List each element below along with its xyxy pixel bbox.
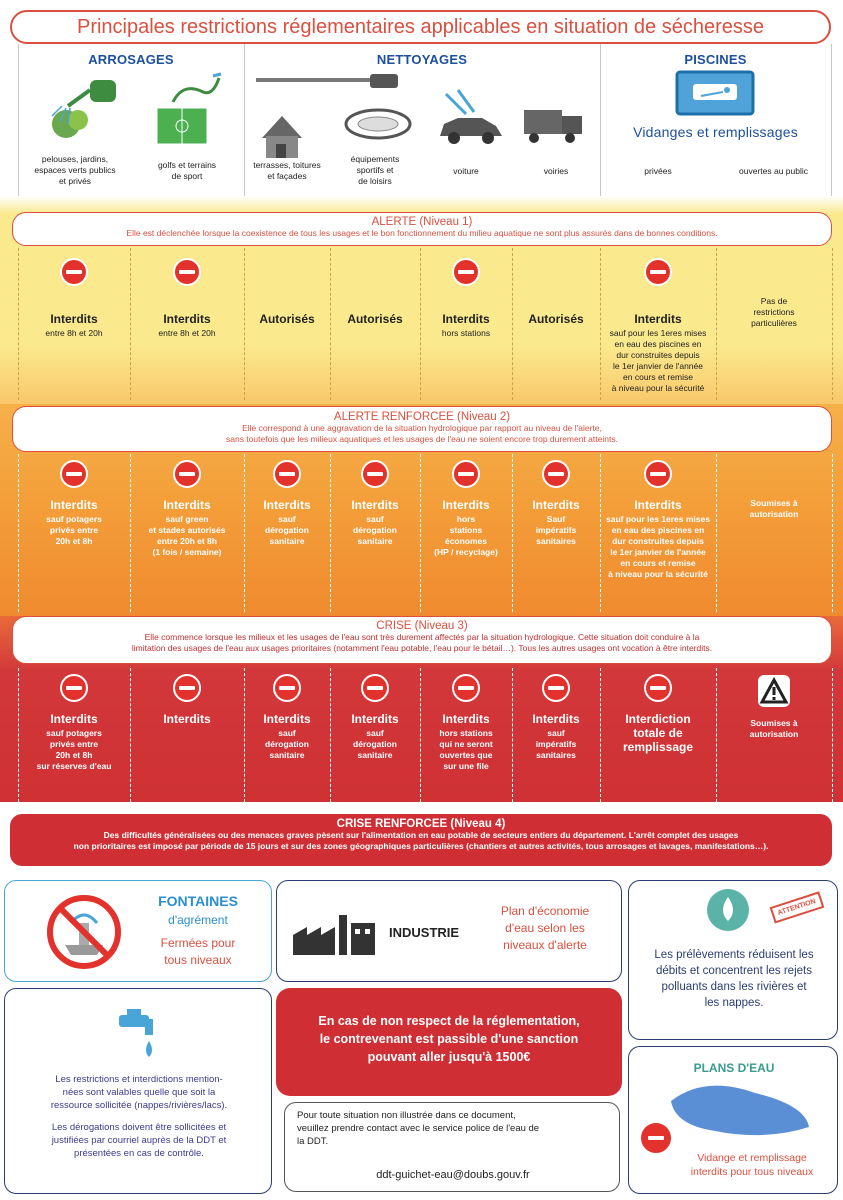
fontaines-title: FONTAINES bbox=[158, 893, 238, 909]
faucet-icon bbox=[115, 1009, 165, 1063]
usage-ouvertes-public: ouvertes au public bbox=[739, 166, 808, 176]
restriction-cell bbox=[600, 460, 716, 580]
restriction-cell bbox=[716, 258, 832, 329]
restriction-detail: Soumises à autorisation bbox=[749, 498, 799, 519]
restriction-cell bbox=[330, 460, 420, 547]
lake-icon bbox=[665, 1081, 815, 1141]
no-fountain-icon bbox=[45, 893, 123, 971]
restriction-title: Interdits bbox=[263, 498, 311, 512]
restriction-cell bbox=[18, 460, 130, 547]
warning-icon bbox=[757, 674, 791, 708]
restriction-cell bbox=[716, 674, 832, 740]
row-alerte-renforcee bbox=[18, 454, 832, 612]
restriction-title: Interdiction totale de remplissage bbox=[622, 712, 694, 754]
usage-terrasses: terrasses, toitures et façades bbox=[253, 160, 321, 181]
no-entry-icon bbox=[173, 460, 201, 488]
restrictions-box bbox=[4, 988, 272, 1194]
restriction-title: Interdits bbox=[442, 712, 490, 726]
no-entry-icon bbox=[60, 460, 88, 488]
restriction-detail: sauf potagers privés entre 20h et 8h sur réserves d'eau bbox=[36, 728, 112, 771]
no-entry-icon bbox=[361, 674, 389, 702]
restriction-cell bbox=[18, 674, 130, 772]
restriction-detail: Pas de restrictions particulières bbox=[751, 296, 797, 328]
restriction-cell bbox=[600, 258, 716, 394]
plans-eau-title: PLANS D'EAU bbox=[693, 1061, 775, 1075]
restriction-title: Interdits bbox=[634, 312, 682, 326]
level-crise-renforcee bbox=[10, 814, 832, 866]
restriction-detail: sauf pour les 1eres mises en eau des piscines en dur construites depuis le 1er janvier de l'année en cours et remise à niveau pour la sécurité bbox=[609, 328, 707, 393]
no-entry-icon bbox=[452, 674, 480, 702]
restriction-detail: sauf dérogation sanitaire bbox=[353, 728, 397, 760]
restriction-title: Interdits bbox=[351, 712, 399, 726]
restriction-cell bbox=[512, 258, 600, 326]
restriction-cell bbox=[244, 258, 330, 326]
restriction-cell bbox=[420, 258, 512, 339]
level-alerte-header bbox=[12, 212, 832, 246]
row-crise bbox=[18, 668, 832, 802]
no-entry-icon bbox=[644, 674, 672, 702]
restriction-detail: hors stations bbox=[441, 328, 491, 338]
restriction-title: Interdits bbox=[634, 498, 682, 512]
fontaines-subtitle: d'agrément bbox=[168, 913, 228, 927]
restriction-title: Autorisés bbox=[347, 312, 403, 326]
factory-icon bbox=[291, 913, 381, 957]
level-crise-desc: Elle commence lorsque les milieux et les usages de l'eau sont très durement affectés par la situation hydrologique. Cette situation doit conduire à la limitation des usages de l'eau aux usages prioritaires (notamment l'eau potable, l'eau pour le bétail…). Tous les autres usages ont vocation à être interdits. bbox=[131, 632, 713, 653]
usage-pelouses: pelouses, jardins, espaces verts publics et privés bbox=[34, 154, 116, 186]
no-entry-icon bbox=[361, 460, 389, 488]
restriction-title: Interdits bbox=[532, 498, 580, 512]
restriction-title: Interdits bbox=[351, 498, 399, 512]
sports-field-icon bbox=[153, 72, 223, 150]
restriction-detail: sauf dérogation sanitaire bbox=[265, 514, 309, 546]
column-divider bbox=[832, 454, 834, 612]
water-drop-icon bbox=[705, 887, 751, 933]
restriction-detail: sauf dérogation sanitaire bbox=[265, 728, 309, 760]
street-sweeper-icon bbox=[520, 104, 590, 148]
no-entry-icon bbox=[542, 674, 570, 702]
category-arrosages: ARROSAGES bbox=[88, 52, 174, 67]
restriction-cell bbox=[244, 460, 330, 547]
level-crise-title: CRISE (Niveau 3) bbox=[376, 620, 468, 632]
restriction-cell bbox=[716, 460, 832, 520]
restriction-title: Interdits bbox=[50, 712, 98, 726]
prelevements-text: Les prélèvements réduisent les débits et concentrent les rejets polluants dans les rivières et les nappes. bbox=[654, 949, 814, 1009]
column-divider bbox=[832, 668, 834, 802]
sanction-text: En cas de non respect de la réglementation, le contrevenant est passible d'une sanction pouvant aller jusqu'à 1500€ bbox=[318, 1014, 580, 1064]
level-crise-header bbox=[12, 616, 832, 664]
restriction-detail: sauf impératifs sanitaires bbox=[535, 728, 577, 760]
category-piscines: PISCINES bbox=[684, 52, 747, 67]
no-entry-icon bbox=[273, 460, 301, 488]
fontaines-text: Fermées pour tous niveaux bbox=[160, 936, 236, 967]
restriction-cell bbox=[130, 258, 244, 339]
no-entry-icon bbox=[644, 258, 672, 286]
usage-voiries: voiries bbox=[543, 166, 569, 176]
restriction-cell bbox=[420, 460, 512, 558]
restriction-cell bbox=[512, 674, 600, 761]
contact-email-link[interactable]: ddt-guichet-eau@doubs.gouv.fr bbox=[376, 1169, 530, 1181]
row-alerte bbox=[18, 248, 832, 400]
restriction-title: Interdits bbox=[50, 312, 98, 326]
industrie-box bbox=[276, 880, 622, 982]
restriction-title: Interdits bbox=[163, 312, 211, 326]
derogations-text: Les dérogations doivent être sollicitées et justifiées par courriel auprès de la DDT et présentées en cas de contrôle. bbox=[51, 1122, 227, 1159]
restriction-detail: sauf green et stades autorisés entre 20h et 8h (1 fois / semaine) bbox=[148, 514, 226, 557]
restrictions-text: Les restrictions et interdictions mention- nées sont valables quelle que soit la ressource sollicitée (nappes/rivières/lacs). bbox=[50, 1074, 228, 1111]
swimming-pool-icon bbox=[675, 70, 755, 116]
restriction-detail: Sauf impératifs sanitaires bbox=[535, 514, 577, 546]
industrie-text: Plan d'économie d'eau selon les niveaux d'alerte bbox=[500, 904, 590, 952]
restriction-title: Interdits bbox=[163, 498, 211, 512]
restriction-detail: Soumises à autorisation bbox=[749, 718, 799, 739]
usage-header bbox=[18, 44, 832, 196]
no-entry-icon bbox=[173, 674, 201, 702]
piscines-subtitle: Vidanges et remplissages bbox=[633, 124, 798, 140]
no-entry-icon bbox=[452, 258, 480, 286]
no-entry-icon bbox=[60, 674, 88, 702]
level-alerte-title: ALERTE (Niveau 1) bbox=[371, 216, 473, 228]
plans-eau-box bbox=[628, 1046, 838, 1194]
restriction-title: Interdits bbox=[163, 712, 211, 726]
level-crise-renforcee-title: CRISE RENFORCEE (Niveau 4) bbox=[336, 818, 506, 830]
contact-text: Pour toute situation non illustrée dans ce document, veuillez prendre contact avec le service police de l'eau de la DDT. bbox=[297, 1110, 540, 1147]
usage-privees: privées bbox=[644, 166, 672, 176]
car-icon bbox=[436, 84, 506, 148]
restriction-detail: entre 8h et 20h bbox=[158, 328, 216, 338]
restriction-detail: sauf dérogation sanitaire bbox=[353, 514, 397, 546]
restriction-detail: sauf potagers privés entre 20h et 8h bbox=[46, 514, 102, 546]
restriction-detail: hors stations économes (HP / recyclage) bbox=[434, 514, 498, 557]
no-entry-icon bbox=[60, 258, 88, 286]
restriction-detail: entre 8h et 20h bbox=[45, 328, 103, 338]
level-alerte-desc: Elle est déclenchée lorsque la coexistence de tous les usages et le bon fonctionnement du milieu aquatique ne sont plus assurés dans de bonnes conditions. bbox=[126, 228, 718, 238]
prelevements-box bbox=[628, 880, 838, 1040]
industrie-title: INDUSTRIE bbox=[389, 925, 460, 940]
no-entry-icon bbox=[452, 460, 480, 488]
restriction-cell bbox=[512, 460, 600, 547]
sanction-box bbox=[276, 988, 622, 1096]
restriction-cell bbox=[600, 674, 716, 754]
category-nettoyages: NETTOYAGES bbox=[376, 52, 468, 67]
column-divider bbox=[832, 248, 834, 400]
restriction-cell bbox=[244, 674, 330, 761]
restriction-title: Interdits bbox=[442, 498, 490, 512]
restriction-title: Autorisés bbox=[528, 312, 584, 326]
level-crise-renforcee-desc: Des difficultés généralisées ou des menaces graves pèsent sur l'alimentation en eau potable de secteurs entiers du département. L'arrêt complet des usages non prioritaires est imposé par période de 15 jours et sur des zones géographiques particulières (chantiers et autres activités, tous arrosages et lavages, manifestations…). bbox=[73, 830, 769, 851]
restriction-title: Interdits bbox=[532, 712, 580, 726]
no-entry-icon bbox=[273, 674, 301, 702]
no-entry-icon bbox=[639, 1121, 673, 1155]
level-renforcee-header bbox=[12, 406, 832, 452]
contact-box bbox=[284, 1102, 620, 1192]
usage-equipements: équipements sportifs et de loisirs bbox=[350, 154, 400, 186]
attention-badge: ATTENTION bbox=[770, 891, 824, 923]
restriction-cell bbox=[130, 674, 244, 726]
no-entry-icon bbox=[644, 460, 672, 488]
page-title: Principales restrictions réglementaires applicables en situation de sécheresse bbox=[10, 10, 831, 44]
usage-golfs: golfs et terrains de sport bbox=[157, 160, 217, 181]
stadium-icon bbox=[343, 104, 413, 144]
restriction-cell bbox=[420, 674, 512, 772]
level-renforcee-desc: Elle correspond à une aggravation de la situation hydrologique par rapport au niveau de l'alerte, sans toutefois que les milieux aquatiques et les usages de l'eau ne soient encore trop durement atteints. bbox=[226, 423, 618, 444]
level-renforcee-title: ALERTE RENFORCEE (Niveau 2) bbox=[333, 411, 511, 423]
usage-voiture: voiture bbox=[453, 166, 479, 176]
restriction-detail: sauf pour les 1eres mises en eau des piscines en dur construites depuis le 1er janvier de l'année en cours et remise à niveau pour la sécurité bbox=[606, 514, 710, 579]
restriction-title: Interdits bbox=[50, 498, 98, 512]
restriction-cell bbox=[330, 674, 420, 761]
restriction-cell bbox=[330, 258, 420, 326]
no-entry-icon bbox=[542, 460, 570, 488]
restriction-cell bbox=[130, 460, 244, 558]
fontaines-box bbox=[4, 880, 272, 982]
restriction-cell bbox=[18, 258, 130, 339]
restriction-title: Interdits bbox=[263, 712, 311, 726]
restriction-detail: hors stations qui ne seront ouvertes que sur une file bbox=[439, 728, 493, 771]
plans-eau-text: Vidange et remplissage interdits pour tous niveaux bbox=[690, 1152, 814, 1178]
restriction-title: Autorisés bbox=[259, 312, 315, 326]
restriction-title: Interdits bbox=[442, 312, 490, 326]
watering-can-icon bbox=[38, 72, 128, 142]
no-entry-icon bbox=[173, 258, 201, 286]
